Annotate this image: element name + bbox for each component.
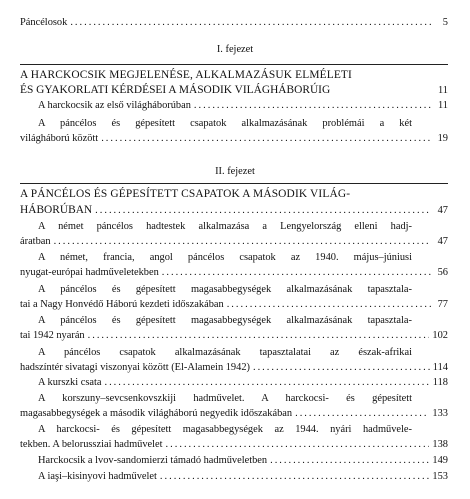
toc-page-number: 118	[432, 377, 448, 388]
leader-dots	[101, 133, 431, 145]
toc-entry[interactable]	[20, 267, 448, 279]
toc-entry-title: Páncélosok	[20, 17, 68, 28]
chapter-1-heading-line-2: ÉS GYAKORLATI KÉRDÉSEI A MÁSODIK VILÁGHÁBORÚIG	[20, 84, 331, 96]
toc-page-number: 11	[437, 100, 448, 111]
toc-page-number: 153	[432, 471, 448, 482]
toc-entry-title-line-2: magasabbegységek a második világháború negyedik időszakában	[20, 408, 293, 419]
toc-entry-chapter-2-heading[interactable]	[20, 204, 448, 217]
toc-entry-title-line-2: hadszíntér sivatagi viszonyai között (El-Alamein 1942)	[20, 362, 250, 373]
toc-entry-title-line-1: A páncélos és gépesített magasabbegységek alkalmazásának tapasztala-	[38, 315, 412, 326]
toc-page-number: 114	[432, 362, 448, 373]
toc-entry[interactable]	[20, 299, 448, 311]
leader-dots	[166, 439, 430, 451]
toc-entry-title-line-2: világháború között	[20, 133, 99, 144]
toc-entry[interactable]	[20, 362, 448, 374]
toc-page-number: 19	[437, 133, 448, 144]
toc-entry-title: A harckocsik az első világháborúban	[38, 100, 191, 111]
chapter-2-label: II. fejezet	[215, 166, 255, 177]
toc-entry-title-line-1: A páncélos csapatok alkalmazásának tapasztalatai az észak-afrikai	[38, 347, 412, 358]
leader-dots	[160, 471, 430, 483]
toc-entry[interactable]	[20, 133, 448, 145]
toc-page-number: 133	[432, 408, 448, 419]
toc-page-number: 47	[437, 236, 448, 247]
toc-entry-pancelosok[interactable]	[20, 17, 448, 29]
toc-entry-title-line-2: áratban	[20, 236, 51, 247]
toc-entry-title-line-1: A harckocsi- és gépesített magasabbegységek az 1944. nyári hadművele-	[38, 424, 412, 435]
toc-entry-title-line-1: A páncélos és gépesített csapatok alkalmazásának problémái a két	[38, 118, 412, 129]
toc-entry-title-line-1: A páncélos és gépesített magasabbegységek alkalmazásának tapasztala-	[38, 284, 412, 295]
toc-entry[interactable]	[38, 377, 448, 389]
chapter-2-rule	[20, 183, 448, 184]
chapter-1-label: I. fejezet	[216, 44, 254, 55]
toc-entry-title-line-1: A német, francia, angol páncélos csapatok az 1940. május–júniusi	[38, 252, 412, 263]
toc-entry[interactable]	[20, 236, 448, 248]
leader-dots	[95, 205, 431, 217]
leader-dots	[253, 362, 430, 374]
leader-dots	[162, 267, 431, 279]
leader-dots	[88, 330, 430, 342]
toc-page-number: 11	[437, 85, 448, 96]
leader-dots	[104, 377, 429, 389]
toc-entry[interactable]	[38, 471, 448, 483]
toc-entry[interactable]	[20, 330, 448, 342]
chapter-2-heading-line-1: A PÁNCÉLOS ÉS GÉPESÍTETT CSAPATOK A MÁSODIK VILÁG-	[20, 188, 351, 200]
leader-dots	[194, 100, 431, 112]
toc-page-number: 56	[437, 267, 448, 278]
chapter-1-heading-line-1: A HARCKOCSIK MEGJELENÉSE, ALKALMAZÁSUK ELMÉLETI	[20, 69, 352, 81]
leader-dots	[70, 17, 431, 29]
leader-dots	[227, 299, 431, 311]
toc-entry-title-line-2: tekben. A belorussziai hadművelet	[20, 439, 163, 450]
toc-entry-title-line-2: tai a Nagy Honvédő Háború kezdeti időszakában	[20, 299, 224, 310]
toc-page-number: 5	[442, 17, 448, 28]
toc-entry[interactable]	[20, 439, 448, 451]
toc-entry[interactable]	[20, 408, 448, 420]
leader-dots	[295, 408, 429, 420]
toc-entry-title-line-1: A német páncélos hadtestek alkalmazása a Lengyelország elleni hadj-	[38, 221, 412, 232]
toc-entry-title: A iaşi–kisinyovi hadművelet	[38, 471, 157, 482]
toc-page-number: 149	[432, 455, 448, 466]
toc-entry-title-line-2: nyugat-európai hadműveletekben	[20, 267, 159, 278]
toc-page-number: 102	[432, 330, 448, 341]
toc-entry[interactable]	[38, 455, 448, 467]
leader-dots	[54, 236, 431, 248]
toc-page-number: 138	[432, 439, 448, 450]
toc-entry-chapter-1-heading[interactable]	[20, 84, 448, 97]
toc-entry[interactable]	[38, 100, 448, 112]
toc-page-number: 47	[437, 205, 448, 216]
toc-entry-title: Harckocsik a lvov-sandomierzi támadó hadműveletben	[38, 455, 268, 466]
chapter-1-rule	[20, 64, 448, 65]
leader-dots	[270, 455, 429, 467]
chapter-2-heading-line-2: HÁBORÚBAN	[20, 204, 93, 216]
toc-entry-title-line-1: A korszuny–sevcsenkovszkiji hadművelet. A harckocsi- és gépesített	[38, 393, 412, 404]
toc-page-number: 77	[437, 299, 448, 310]
toc-entry-title: A kurszki csata	[38, 377, 102, 388]
toc-entry-title-line-2: tai 1942 nyarán	[20, 330, 85, 341]
